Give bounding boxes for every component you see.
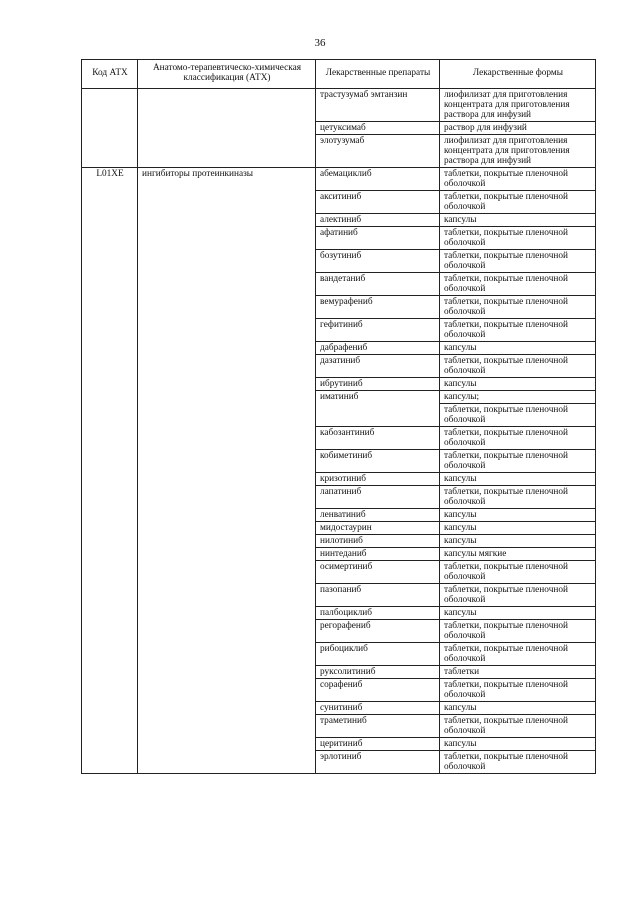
table-body xyxy=(82,89,596,774)
dosage-form-cell: капсулы xyxy=(440,509,596,522)
drug-name-cell: рибоциклиб xyxy=(316,643,440,666)
drug-name-cell: церитиниб xyxy=(316,738,440,751)
atx-code-cell xyxy=(82,89,138,168)
drug-name-cell: нинтеданиб xyxy=(316,548,440,561)
drug-name-cell: ибрутиниб xyxy=(316,378,440,391)
dosage-form-cell: капсулы xyxy=(440,702,596,715)
drug-name-cell: кризотиниб xyxy=(316,473,440,486)
drug-name-cell: палбоциклиб xyxy=(316,607,440,620)
dosage-form-cell: лиофилизат для приготовления концентрата для приготовления раствора для инфузий xyxy=(440,135,596,168)
drug-name-cell: нилотиниб xyxy=(316,535,440,548)
drug-name-cell: руксолитиниб xyxy=(316,666,440,679)
drug-name-cell: пазопаниб xyxy=(316,584,440,607)
drug-name-cell: регорафениб xyxy=(316,620,440,643)
dosage-form-cell: раствор для инфузий xyxy=(440,122,596,135)
header-row xyxy=(82,60,596,89)
drug-name-cell: цетуксимаб xyxy=(316,122,440,135)
dosage-form-cell: таблетки, покрытые пленочной оболочкой xyxy=(440,486,596,509)
drug-name-cell: сорафениб xyxy=(316,679,440,702)
table-row xyxy=(82,168,596,191)
table-row xyxy=(82,89,596,122)
drug-name-cell: сунитиниб xyxy=(316,702,440,715)
header-classification: Анатомо-терапевтическо-химическая классификация (АТХ) xyxy=(138,60,316,89)
dosage-form-cell: капсулы xyxy=(440,342,596,355)
dosage-form-cell: таблетки, покрытые пленочной оболочкой xyxy=(440,319,596,342)
dosage-form-cell: капсулы xyxy=(440,738,596,751)
drug-name-cell: дабрафениб xyxy=(316,342,440,355)
dosage-form-cell: таблетки, покрытые пленочной оболочкой xyxy=(440,404,596,427)
dosage-form-cell: капсулы xyxy=(440,607,596,620)
dosage-form-cell: таблетки, покрытые пленочной оболочкой xyxy=(440,227,596,250)
dosage-form-cell: капсулы xyxy=(440,535,596,548)
dosage-form-cell: таблетки, покрытые пленочной оболочкой xyxy=(440,751,596,774)
drug-name-cell: алектиниб xyxy=(316,214,440,227)
dosage-form-cell: капсулы xyxy=(440,378,596,391)
drug-name-cell: мидостаурин xyxy=(316,522,440,535)
dosage-form-cell: капсулы xyxy=(440,214,596,227)
header-drugs: Лекарственные препараты xyxy=(316,60,440,89)
header-forms: Лекарственные формы xyxy=(440,60,596,89)
dosage-form-cell: таблетки, покрытые пленочной оболочкой xyxy=(440,296,596,319)
dosage-form-cell: капсулы xyxy=(440,473,596,486)
dosage-form-cell: капсулы xyxy=(440,522,596,535)
dosage-form-cell: таблетки, покрытые пленочной оболочкой xyxy=(440,643,596,666)
drug-name-cell: вемурафениб xyxy=(316,296,440,319)
drug-name-cell: осимертиниб xyxy=(316,561,440,584)
atx-group-cell xyxy=(138,89,316,168)
drug-name-cell: вандетаниб xyxy=(316,273,440,296)
dosage-form-cell: таблетки, покрытые пленочной оболочкой xyxy=(440,620,596,643)
drug-name-cell: элотузумаб xyxy=(316,135,440,168)
dosage-form-cell: таблетки, покрытые пленочной оболочкой xyxy=(440,168,596,191)
dosage-form-cell: таблетки, покрытые пленочной оболочкой xyxy=(440,561,596,584)
dosage-form-cell: таблетки, покрытые пленочной оболочкой xyxy=(440,273,596,296)
drug-name-cell: гефитиниб xyxy=(316,319,440,342)
drug-name-cell: эрлотиниб xyxy=(316,751,440,774)
drug-name-cell: дазатиниб xyxy=(316,355,440,378)
dosage-form-cell: таблетки, покрытые пленочной оболочкой xyxy=(440,250,596,273)
drug-name-cell: лапатиниб xyxy=(316,486,440,509)
dosage-form-cell: таблетки, покрытые пленочной оболочкой xyxy=(440,450,596,473)
dosage-form-cell: таблетки xyxy=(440,666,596,679)
drug-name-cell: иматиниб xyxy=(316,391,440,427)
drug-name-cell: кобиметиниб xyxy=(316,450,440,473)
dosage-form-cell: лиофилизат для приготовления концентрата для приготовления раствора для инфузий xyxy=(440,89,596,122)
table-header xyxy=(82,60,596,89)
drug-name-cell: афатиниб xyxy=(316,227,440,250)
dosage-form-cell: таблетки, покрытые пленочной оболочкой xyxy=(440,679,596,702)
dosage-form-cell: таблетки, покрытые пленочной оболочкой xyxy=(440,355,596,378)
drug-name-cell: трастузумаб эмтанзин xyxy=(316,89,440,122)
dosage-form-cell: таблетки, покрытые пленочной оболочкой xyxy=(440,191,596,214)
dosage-form-cell: таблетки, покрытые пленочной оболочкой xyxy=(440,427,596,450)
drug-name-cell: кабозантиниб xyxy=(316,427,440,450)
dosage-form-cell: капсулы; xyxy=(440,391,596,404)
atx-group-cell: ингибиторы протеинкиназы xyxy=(138,168,316,774)
page-number: 36 xyxy=(314,37,326,49)
dosage-form-cell: капсулы мягкие xyxy=(440,548,596,561)
atx-code-cell: L01XE xyxy=(82,168,138,774)
dosage-form-cell: таблетки, покрытые пленочной оболочкой xyxy=(440,715,596,738)
header-code: Код АТХ xyxy=(82,60,138,89)
drug-name-cell: траметиниб xyxy=(316,715,440,738)
drug-name-cell: бозутиниб xyxy=(316,250,440,273)
atx-table xyxy=(81,59,596,774)
drug-name-cell: абемациклиб xyxy=(316,168,440,191)
drug-name-cell: ленватиниб xyxy=(316,509,440,522)
dosage-form-cell: таблетки, покрытые пленочной оболочкой xyxy=(440,584,596,607)
drug-name-cell: акситиниб xyxy=(316,191,440,214)
